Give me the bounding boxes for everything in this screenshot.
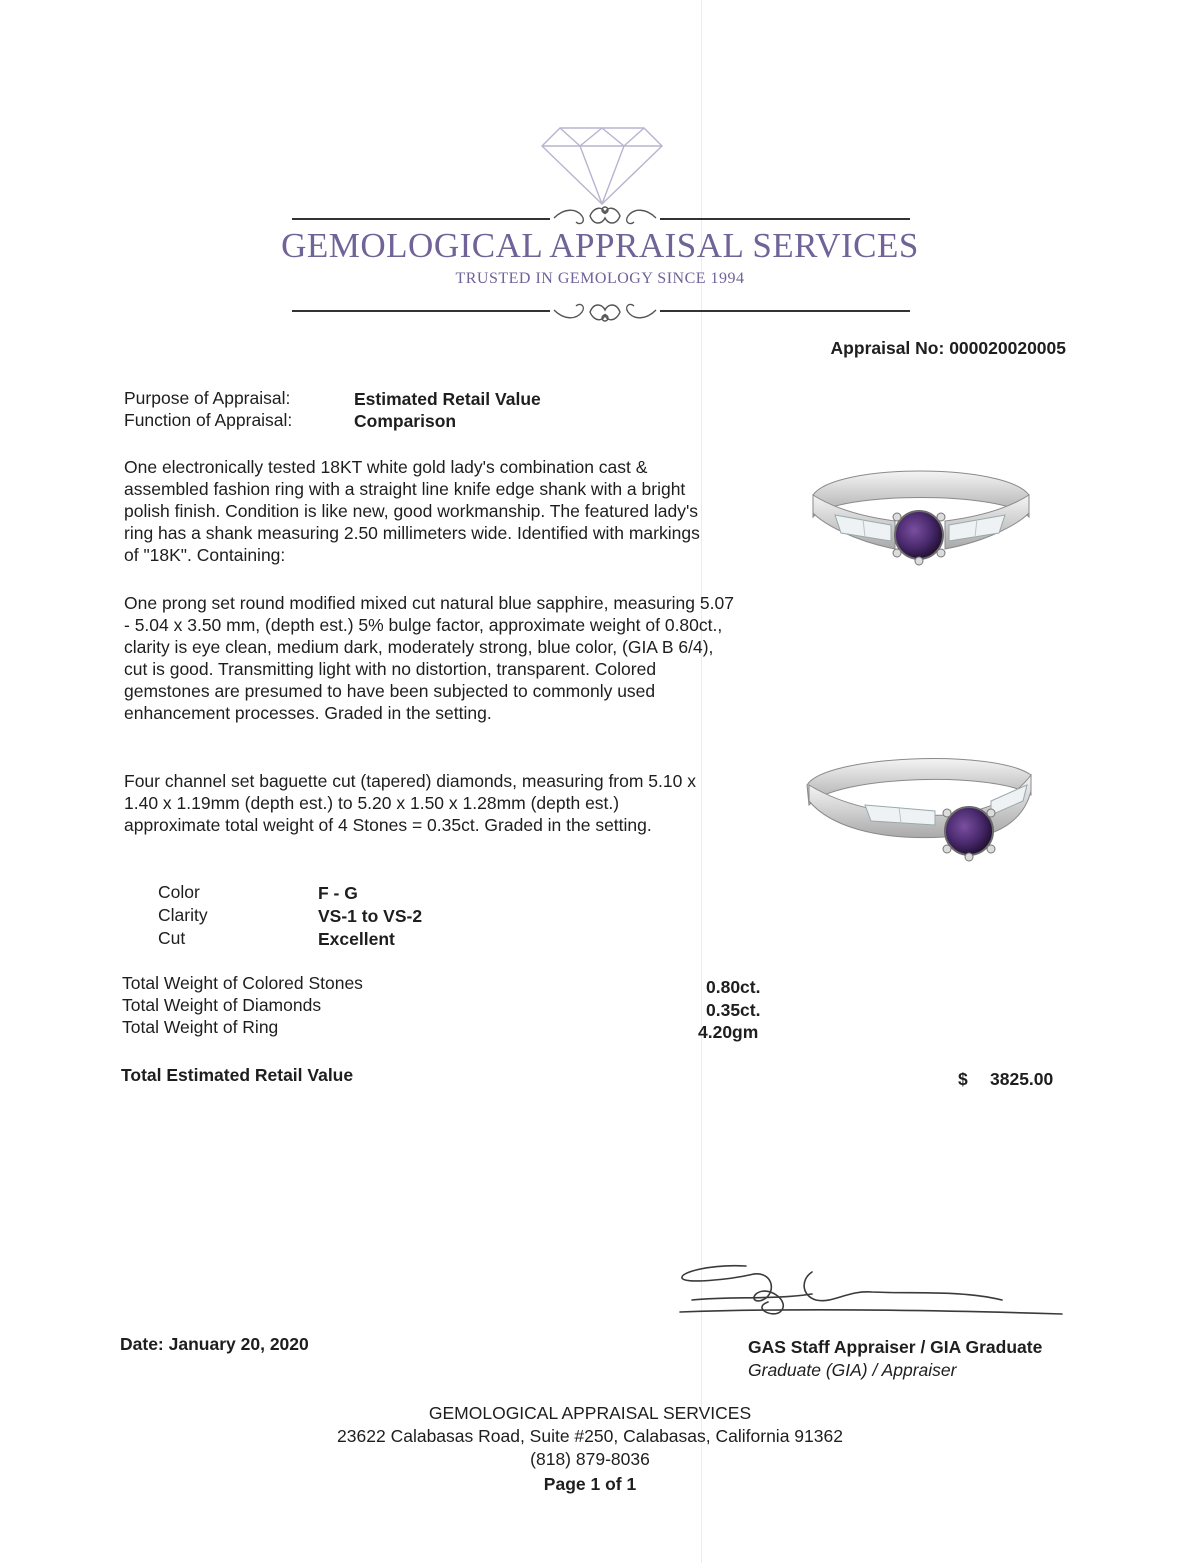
totals-row	[122, 972, 782, 997]
diamonds-description: Four channel set baguette cut (tapered) diamonds, measuring from 5.10 x 1.40 x 1.19mm (depth est.) to 5.20 x 1.50 x 1.28mm (depth est.) approximate total weight of 4 Stones = 0.35ct. Graded in the setting.	[124, 771, 696, 835]
company-name-heading: GEMOLOGICAL APPRAISAL SERVICES	[281, 226, 919, 265]
appraiser-subtitle: Graduate (GIA) / Appraiser	[748, 1360, 957, 1380]
date	[120, 1333, 309, 1355]
totals-row	[122, 1016, 782, 1042]
flourish-ornament-bottom	[550, 296, 660, 326]
company-tagline: TRUSTED IN GEMOLOGY SINCE 1994	[455, 270, 745, 287]
letterhead-rule-top-left	[292, 218, 550, 220]
totals-label: Total Weight of Diamonds	[122, 995, 322, 1015]
totals-table	[122, 972, 782, 1042]
footer-address: 23622 Calabasas Road, Suite #250, Calabasas, California 91362	[337, 1426, 843, 1446]
appraiser-signature	[672, 1250, 1072, 1330]
sapphire-description: One prong set round modified mixed cut natural blue sapphire, measuring 5.07 - 5.04 x 3.50 mm, (depth est.) 5% bulge factor, approximate weight of 0.80ct., clarity is eye clean, medium dark, moderately strong, blue color, (GIA B 6/4), cut is good. Transmitting light with no distortion, transparent. Colored gemstones are presumed to have been subjected to commonly used enhancement processes. Graded in the setting.	[124, 593, 734, 723]
grading-value: VS-1 to VS-2	[318, 906, 423, 926]
letterhead-rule-bottom-right	[660, 310, 910, 312]
retail-value-label: Total Estimated Retail Value	[121, 1065, 354, 1085]
grading-row-cut	[158, 927, 478, 950]
grading-value: Excellent	[318, 929, 395, 949]
ring-description: One electronically tested 18KT white gold lady's combination cast & assembled fashion ring with a straight line knife edge shank with a bright polish finish. Condition is like new, good workmanship. The featured lady's ring has a shank measuring 2.50 millimeters wide. Identified with markings of "18K". Containing:	[124, 457, 700, 565]
grading-row-clarity	[158, 904, 478, 927]
grading-label: Cut	[158, 928, 186, 948]
totals-value: 0.80ct.	[706, 977, 761, 997]
grading-row-color	[158, 881, 478, 904]
totals-value: 0.35ct.	[706, 1000, 761, 1020]
function-value: Comparison	[354, 411, 457, 431]
grading-value: F - G	[318, 883, 358, 903]
appraisal-number-value: 000020020005	[949, 338, 1066, 358]
function-label: Function of Appraisal:	[124, 410, 293, 430]
ring-photo-angled	[795, 745, 1045, 875]
date-label: Date:	[120, 1334, 164, 1354]
diamond-outline-icon	[540, 122, 664, 206]
totals-label: Total Weight of Ring	[122, 1017, 279, 1037]
purpose-label: Purpose of Appraisal:	[124, 388, 291, 408]
letterhead-rule-bottom-left	[292, 310, 550, 312]
letterhead-rule-top-right	[660, 218, 910, 220]
appraiser-title: GAS Staff Appraiser / GIA Graduate	[748, 1337, 1043, 1357]
appraisal-number-label: Appraisal No:	[830, 338, 945, 358]
totals-row	[122, 994, 782, 1020]
totals-label: Total Weight of Colored Stones	[122, 973, 363, 993]
footer-company: GEMOLOGICAL APPRAISAL SERVICES	[428, 1403, 752, 1423]
grading-table	[158, 881, 478, 950]
appraisal-number	[700, 338, 1066, 359]
grading-label: Color	[158, 882, 200, 902]
ring-photo-front	[795, 455, 1045, 585]
footer-phone: (818) 879-8036	[530, 1449, 650, 1469]
letterhead	[0, 0, 1200, 340]
retail-value-currency: $	[958, 1069, 968, 1089]
retail-value-amount: 3825.00	[990, 1069, 1054, 1089]
totals-value: 4.20gm	[698, 1022, 759, 1042]
date-value: January 20, 2020	[168, 1334, 309, 1354]
purpose-value: Estimated Retail Value	[354, 389, 541, 409]
footer	[0, 1402, 1180, 1496]
grading-label: Clarity	[158, 905, 208, 925]
page-number: Page 1 of 1	[543, 1474, 637, 1494]
